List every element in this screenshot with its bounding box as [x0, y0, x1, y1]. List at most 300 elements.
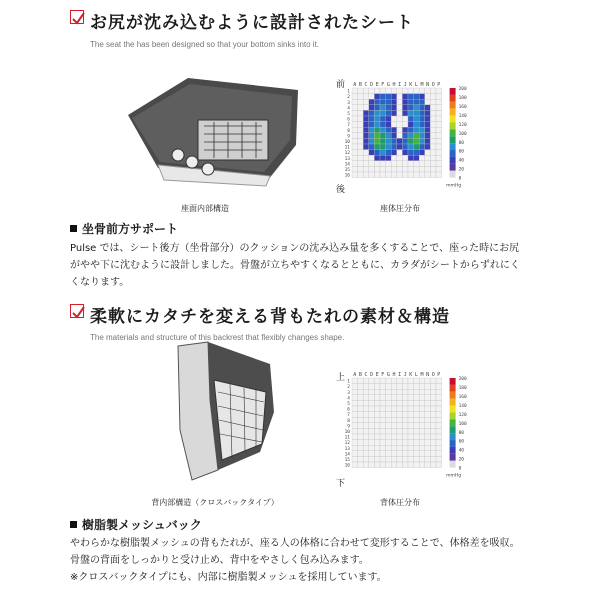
heatmap-cell — [352, 138, 358, 144]
heatmap-cell — [397, 400, 403, 406]
heatmap-cell — [430, 384, 436, 390]
heatmap-cell — [369, 445, 375, 451]
heatmap-cell — [363, 138, 369, 144]
heatmap-cell — [414, 150, 420, 156]
heatmap-cell — [419, 400, 425, 406]
heatmap-cell — [436, 110, 442, 116]
heatmap-cell — [436, 456, 442, 462]
heatmap-cell — [408, 122, 414, 128]
row-tick-label: 3 — [347, 390, 350, 396]
heatmap-cell — [391, 389, 397, 395]
heatmap-cell — [380, 99, 386, 105]
heatmap-cell — [408, 99, 414, 105]
heatmap-cell — [402, 384, 408, 390]
heatmap-cell — [374, 161, 380, 167]
heatmap-cell — [369, 440, 375, 446]
heatmap-cell — [419, 451, 425, 457]
heatmap-cell — [391, 116, 397, 122]
heatmap-cell — [374, 133, 380, 139]
heatmap-cell — [436, 423, 442, 429]
heatmap-cell — [352, 172, 358, 178]
column-tick-label: N — [426, 82, 430, 88]
heatmap-cell — [374, 122, 380, 128]
heatmap-cell — [436, 138, 442, 144]
heatmap-cell — [380, 451, 386, 457]
heatmap-cell — [369, 423, 375, 429]
heatmap-cell — [380, 172, 386, 178]
heatmap-cell — [402, 389, 408, 395]
heatmap-cell — [425, 406, 431, 412]
heatmap-cell — [363, 462, 369, 468]
heatmap-cell — [386, 417, 392, 423]
heatmap-cell — [369, 150, 375, 156]
heatmap-cell — [419, 172, 425, 178]
heatmap-cell — [386, 122, 392, 128]
heatmap-cell — [391, 395, 397, 401]
scale-tick-label: 160 — [458, 394, 467, 400]
heatmap-cell — [374, 105, 380, 111]
heatmap-cell — [380, 417, 386, 423]
heatmap-cell — [358, 428, 364, 434]
heatmap-cell — [436, 412, 442, 418]
heatmap-cell — [425, 423, 431, 429]
heatmap-cell — [391, 428, 397, 434]
heatmap-cell — [419, 110, 425, 116]
heatmap-cell — [402, 155, 408, 161]
heatmap-cell — [419, 434, 425, 440]
heatmap-cell — [369, 88, 375, 94]
heatmap-cell — [374, 451, 380, 457]
heatmap-cell — [408, 445, 414, 451]
heatmap-cell — [369, 116, 375, 122]
heatmap-cell — [380, 423, 386, 429]
heatmap-cell — [352, 384, 358, 390]
heatmap-cell — [430, 417, 436, 423]
scale-tick-label: 40 — [458, 448, 465, 454]
heatmap-cell — [374, 150, 380, 156]
heatmap-cell — [380, 389, 386, 395]
color-scale-segment — [450, 385, 456, 392]
seat-pressure-heatmap — [330, 78, 480, 193]
heatmap-cell — [414, 389, 420, 395]
heatmap-cell — [391, 417, 397, 423]
heatmap-cell — [352, 395, 358, 401]
heatmap-cell — [391, 161, 397, 167]
heatmap-cell — [430, 127, 436, 133]
heatmap-cell — [369, 451, 375, 457]
heatmap-cell — [397, 133, 403, 139]
heatmap-cell — [374, 138, 380, 144]
heatmap-cell — [358, 462, 364, 468]
heatmap-cell — [408, 155, 414, 161]
heatmap-cell — [352, 88, 358, 94]
heatmap-cell — [430, 99, 436, 105]
heatmap-cell — [358, 116, 364, 122]
color-scale-segment — [450, 136, 456, 143]
heatmap-cell — [436, 428, 442, 434]
heatmap-cell — [358, 144, 364, 150]
heatmap-cell — [391, 133, 397, 139]
heatmap-cell — [402, 400, 408, 406]
heatmap-cell — [397, 395, 403, 401]
heatmap-cell — [358, 110, 364, 116]
row-tick-label: 6 — [347, 407, 350, 413]
heatmap-cell — [358, 155, 364, 161]
heatmap-cell — [425, 378, 431, 384]
heatmap-cell — [436, 406, 442, 412]
heatmap-cell — [397, 389, 403, 395]
heatmap-cell — [402, 150, 408, 156]
heatmap-cell — [391, 400, 397, 406]
heatmap-cell — [352, 161, 358, 167]
heatmap-cell — [408, 395, 414, 401]
heatmap-cell — [386, 395, 392, 401]
heatmap-cell — [408, 172, 414, 178]
color-scale-segment — [450, 129, 456, 136]
heatmap-cell — [386, 88, 392, 94]
heatmap-cell — [408, 133, 414, 139]
heatmap-cell — [363, 161, 369, 167]
column-tick-label: F — [381, 372, 385, 378]
heatmap-cell — [414, 161, 420, 167]
heatmap-cell — [397, 378, 403, 384]
heatmap-cell — [391, 166, 397, 172]
heatmap-cell — [414, 122, 420, 128]
column-tick-label: F — [381, 82, 385, 88]
heatmap-cell — [402, 161, 408, 167]
heatmap-cell — [358, 384, 364, 390]
heatmap-cell — [369, 138, 375, 144]
heatmap-cell — [363, 150, 369, 156]
heatmap-cell — [369, 166, 375, 172]
row-tick-label: 1 — [347, 89, 350, 95]
heatmap-cell — [402, 110, 408, 116]
color-scale-segment — [450, 109, 456, 116]
row-tick-label: 7 — [347, 123, 350, 129]
scale-tick-label: 200 — [458, 377, 467, 382]
row-tick-label: 1 — [347, 379, 350, 385]
heatmap-cell — [425, 395, 431, 401]
heatmap-cell — [352, 400, 358, 406]
seat-back-label: 後 — [336, 185, 346, 195]
heatmap-cell — [369, 400, 375, 406]
heatmap-cell — [380, 384, 386, 390]
row-tick-label: 5 — [347, 402, 350, 407]
heatmap-cell — [386, 462, 392, 468]
scale-unit-label: mmHg — [446, 183, 462, 189]
heatmap-cell — [386, 155, 392, 161]
heatmap-cell — [425, 122, 431, 128]
heatmap-cell — [414, 94, 420, 100]
heatmap-cell — [386, 384, 392, 390]
heatmap-cell — [391, 384, 397, 390]
color-scale-segment — [450, 447, 456, 454]
heatmap-cell — [414, 412, 420, 418]
heatmap-cell — [402, 451, 408, 457]
heatmap-cell — [419, 161, 425, 167]
heatmap-cell — [397, 423, 403, 429]
checkbox-icon — [70, 10, 84, 24]
heatmap-cell — [419, 406, 425, 412]
heatmap-cell — [430, 434, 436, 440]
heatmap-cell — [358, 133, 364, 139]
heatmap-cell — [386, 456, 392, 462]
heatmap-cell — [391, 144, 397, 150]
heatmap-cell — [391, 406, 397, 412]
heatmap-cell — [369, 172, 375, 178]
heatmap-cell — [414, 105, 420, 111]
scale-tick-label: 100 — [458, 421, 467, 427]
backrest-illustration — [170, 340, 290, 490]
heatmap-cell — [363, 99, 369, 105]
heatmap-cell — [425, 445, 431, 451]
heatmap-cell — [397, 138, 403, 144]
heatmap-cell — [397, 445, 403, 451]
scale-tick-label: 120 — [458, 412, 467, 418]
heatmap-cell — [425, 417, 431, 423]
color-scale-segment — [450, 116, 456, 123]
heatmap-cell — [414, 116, 420, 122]
heatmap-cell — [402, 423, 408, 429]
heatmap-cell — [386, 400, 392, 406]
heatmap-cell — [430, 406, 436, 412]
heatmap-cell — [397, 440, 403, 446]
heatmap-cell — [430, 412, 436, 418]
heatmap-cell — [402, 99, 408, 105]
heatmap-cell — [430, 400, 436, 406]
heatmap-cell — [386, 423, 392, 429]
heatmap-cell — [419, 378, 425, 384]
column-tick-label: L — [414, 82, 418, 88]
heatmap-cell — [363, 400, 369, 406]
section2-subtitle: The materials and structure of this backrest that flexibly changes shape. — [90, 333, 345, 342]
heatmap-cell — [363, 417, 369, 423]
heatmap-cell — [408, 116, 414, 122]
column-tick-label: H — [392, 82, 396, 88]
heatmap-cell — [436, 378, 442, 384]
heatmap-cell — [374, 384, 380, 390]
section2-body — [70, 535, 540, 586]
heatmap-cell — [414, 384, 420, 390]
column-tick-label: I — [398, 82, 402, 88]
heatmap-cell — [430, 94, 436, 100]
bullet-icon — [70, 225, 77, 232]
row-tick-label: 15 — [344, 168, 350, 173]
heatmap-cell — [408, 434, 414, 440]
heatmap-cell — [436, 150, 442, 156]
heatmap-cell — [363, 445, 369, 451]
scale-unit-label: mmHg — [446, 473, 462, 479]
column-tick-label: D — [370, 372, 374, 378]
heatmap-cell — [391, 440, 397, 446]
heatmap-cell — [430, 428, 436, 434]
heatmap-cell — [358, 406, 364, 412]
heatmap-cell — [391, 138, 397, 144]
heatmap-cell — [430, 378, 436, 384]
heatmap-cell — [369, 105, 375, 111]
heatmap-cell — [374, 440, 380, 446]
heatmap-cell — [414, 110, 420, 116]
heatmap-cell — [414, 88, 420, 94]
heatmap-cell — [391, 423, 397, 429]
heatmap-cell — [358, 434, 364, 440]
heatmap-cell — [374, 395, 380, 401]
heatmap-cell — [430, 150, 436, 156]
heatmap-cell — [358, 161, 364, 167]
heatmap-cell — [436, 445, 442, 451]
heatmap-cell — [419, 166, 425, 172]
heatmap-cell — [358, 423, 364, 429]
heatmap-cell — [380, 462, 386, 468]
heatmap-cell — [408, 412, 414, 418]
heatmap-cell — [374, 400, 380, 406]
heatmap-cell — [358, 389, 364, 395]
heatmap-cell — [408, 384, 414, 390]
heatmap-cell — [414, 395, 420, 401]
heatmap-cell — [369, 133, 375, 139]
heatmap-cell — [402, 378, 408, 384]
column-tick-label: B — [358, 82, 362, 88]
heatmap-cell — [419, 144, 425, 150]
row-tick-label: 14 — [344, 452, 350, 458]
heatmap-cell — [436, 389, 442, 395]
heatmap-cell — [386, 94, 392, 100]
heatmap-cell — [425, 172, 431, 178]
heatmap-cell — [402, 395, 408, 401]
heatmap-cell — [436, 172, 442, 178]
back-pressure-heatmap — [330, 368, 480, 483]
heatmap-cell — [363, 412, 369, 418]
color-scale-segment — [450, 150, 456, 157]
row-tick-label: 8 — [347, 418, 350, 424]
heatmap-cell — [402, 406, 408, 412]
heatmap-cell — [391, 434, 397, 440]
column-tick-label: K — [409, 372, 413, 378]
heatmap-cell — [425, 127, 431, 133]
heatmap-cell — [380, 110, 386, 116]
heatmap-cell — [408, 110, 414, 116]
color-scale-segment — [450, 433, 456, 440]
heatmap-cell — [352, 389, 358, 395]
heatmap-cell — [369, 406, 375, 412]
heatmap-cell — [358, 440, 364, 446]
heatmap-cell — [391, 456, 397, 462]
heatmap-cell — [414, 400, 420, 406]
heatmap-cell — [425, 389, 431, 395]
heatmap-cell — [369, 378, 375, 384]
heatmap-cell — [408, 105, 414, 111]
heatmap-cell — [352, 150, 358, 156]
heatmap-cell — [363, 389, 369, 395]
heatmap-cell — [425, 105, 431, 111]
heatmap-cell — [419, 150, 425, 156]
heatmap-cell — [380, 456, 386, 462]
scale-tick-label: 80 — [458, 430, 465, 436]
heatmap-cell — [425, 412, 431, 418]
heatmap-cell — [363, 423, 369, 429]
heatmap-cell — [363, 116, 369, 122]
row-tick-label: 12 — [344, 151, 350, 157]
heatmap-cell — [397, 110, 403, 116]
scale-tick-label: 120 — [458, 122, 467, 128]
heatmap-cell — [436, 161, 442, 167]
heatmap-cell — [397, 172, 403, 178]
heatmap-cell — [352, 116, 358, 122]
heatmap-cell — [374, 94, 380, 100]
heatmap-cell — [358, 94, 364, 100]
heatmap-cell — [436, 440, 442, 446]
heatmap-cell — [397, 412, 403, 418]
heatmap-cell — [425, 456, 431, 462]
heatmap-cell — [386, 138, 392, 144]
heatmap-cell — [391, 88, 397, 94]
section1-body — [70, 240, 540, 291]
row-tick-label: 13 — [344, 156, 350, 162]
section1-heading: 坐骨前方サポート — [82, 222, 179, 236]
heatmap-cell — [419, 423, 425, 429]
row-tick-label: 2 — [347, 385, 350, 391]
heatmap-cell — [363, 440, 369, 446]
seat-front-label: 前 — [336, 80, 346, 90]
heatmap-cell — [374, 406, 380, 412]
heatmap-cell — [397, 105, 403, 111]
scale-tick-label: 200 — [458, 87, 467, 92]
heatmap-cell — [386, 378, 392, 384]
heatmap-cell — [408, 389, 414, 395]
heatmap-cell — [397, 451, 403, 457]
row-tick-label: 7 — [347, 413, 350, 419]
heatmap-cell — [430, 161, 436, 167]
heatmap-cell — [386, 110, 392, 116]
column-tick-label: B — [358, 372, 362, 378]
row-tick-label: 14 — [344, 162, 350, 168]
heatmap-cell — [380, 378, 386, 384]
color-scale-segment — [450, 419, 456, 426]
heatmap-cell — [402, 440, 408, 446]
heatmap-cell — [436, 99, 442, 105]
row-tick-label: 16 — [344, 463, 350, 469]
heatmap-cell — [414, 428, 420, 434]
heatmap-cell — [436, 122, 442, 128]
heatmap-cell — [402, 133, 408, 139]
heatmap-cell — [380, 138, 386, 144]
heatmap-cell — [386, 440, 392, 446]
heatmap-cell — [436, 462, 442, 468]
color-scale-segment — [450, 406, 456, 413]
heatmap-cell — [425, 150, 431, 156]
heatmap-cell — [408, 417, 414, 423]
heatmap-cell — [391, 155, 397, 161]
heatmap-cell — [414, 172, 420, 178]
heatmap-cell — [374, 166, 380, 172]
heatmap-cell — [374, 172, 380, 178]
heatmap-cell — [363, 384, 369, 390]
heatmap-cell — [436, 105, 442, 111]
heatmap-cell — [352, 378, 358, 384]
heatmap-cell — [414, 406, 420, 412]
heatmap-cell — [386, 389, 392, 395]
heatmap-cell — [397, 428, 403, 434]
heatmap-cell — [358, 412, 364, 418]
column-tick-label: A — [353, 372, 357, 378]
heatmap-cell — [419, 99, 425, 105]
row-tick-label: 11 — [344, 435, 350, 441]
heatmap-cell — [352, 166, 358, 172]
heatmap-cell — [386, 451, 392, 457]
heatmap-cell — [430, 395, 436, 401]
column-tick-label: K — [409, 82, 413, 88]
heatmap-cell — [425, 428, 431, 434]
